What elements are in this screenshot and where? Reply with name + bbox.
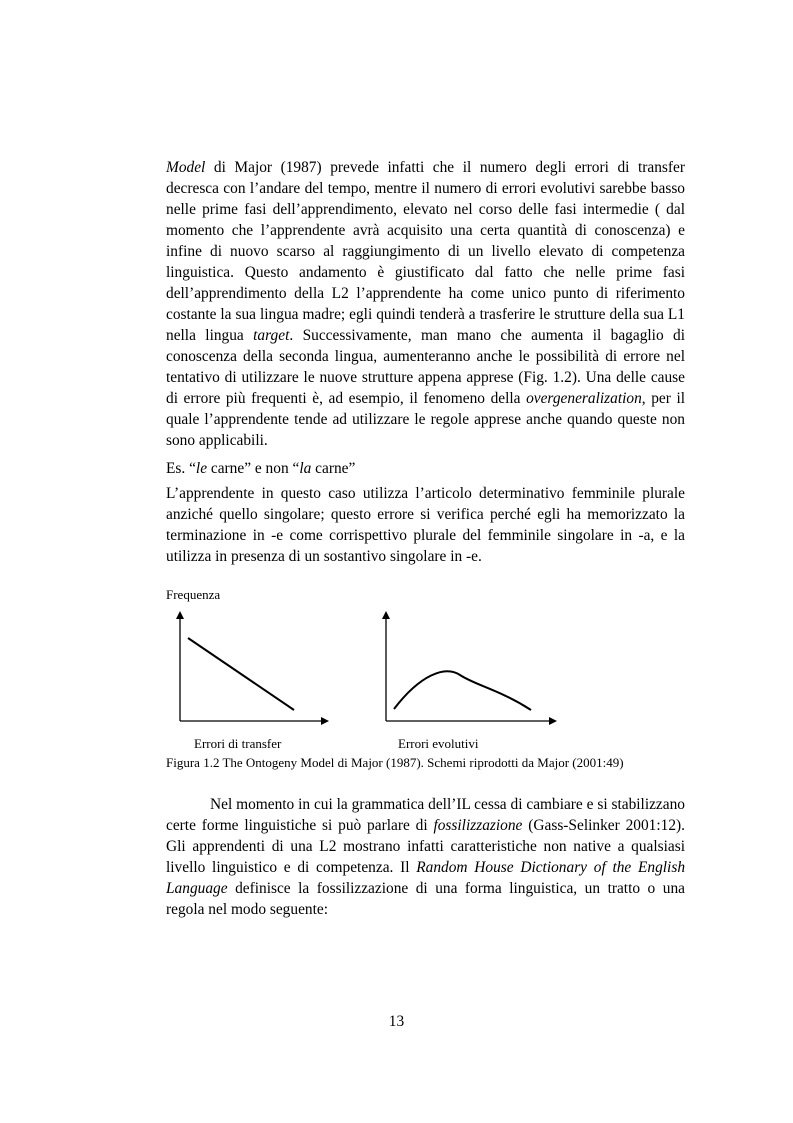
paragraph-ontogeny-model: Model di Major (1987) prevede infatti che il numero degli errori di transfer decresca con l’andare del tempo, mentre il numero di errori evolutivi sarebbe basso nelle prime fasi dell’apprendimento, elevato nel corso delle fasi intermedie ( dal momento che l’apprendente avrà acquisito una certa quantità di conoscenza) e infine di nuovo scarso al raggiungimento di un livello elevato di competenza linguistica. Questo andamento è giustificato dal fatto che nelle prime fasi dell’apprendimento della L2 l’apprendente ha come unico punto di riferimento costante la sua lingua madre; egli quindi tenderà a trasferire le strutture della sua L1 nella lingua target. Successivamente, man mano che aumenta il bagaglio di conoscenza della seconda lingua, aumenteranno anche le possibilità di errore nel tentativo di utilizzare le nuove strutture appena apprese (Fig. 1.2). Una delle cause di errore più frequenti è, ad esempio, il fenomeno della overgeneralization, per il quale l’apprendente tende ad utilizzare le regole apprese anche quando queste non sono applicabili. [166,159,685,449]
figure-y-axis-label: Frequenza [166,587,221,602]
italic-term: Model [166,159,206,176]
italic-term: le [195,460,208,477]
developmental-errors-curve [394,671,531,710]
paragraph-fossilization: Nel momento in cui la grammatica dell’IL cessa di cambiare e si stabilizzano certe forme linguistiche si può parlare di fossilizzazione (Gass-Selinker 2001:12). Gli apprendenti di una L2 mostrano infatti caratteristiche non native a qualsiasi livello linguistico e di competenza. Il Random House Dictionary of the English Language definisce la fossilizzazione di una forma linguistica, un tratto o una regola nel modo seguente: [166,796,686,918]
italic-term: target [253,327,290,344]
paragraph-example-explanation: L’apprendente in questo caso utilizza l’articolo determinativo femminile plurale anziché quello singolare; questo errore si verifica perché egli ha memorizzato la terminazione in -e come corrispettivo plurale del femminile singolare in -a, e la utilizza in presenza di un sostantivo singolare in -e. [166,485,685,565]
page-number: 13 [388,1013,405,1030]
figure-x-label-evolutivi: Errori evolutivi [398,736,479,751]
figure-caption: Figura 1.2 The Ontogeny Model di Major (1987). Schemi riprodotti da Major (2001:49) [166,755,624,770]
italic-term: Random House Dictionary of the English Language [166,859,686,897]
figure-x-label-transfer: Errori di transfer [194,736,282,751]
italic-term: overgeneralization [526,390,642,407]
italic-term: fossilizzazione [433,817,523,834]
transfer-errors-curve [188,638,294,710]
italic-term: la [299,460,312,477]
example-sentence: Es. “le carne” e non “la carne” [166,460,356,477]
